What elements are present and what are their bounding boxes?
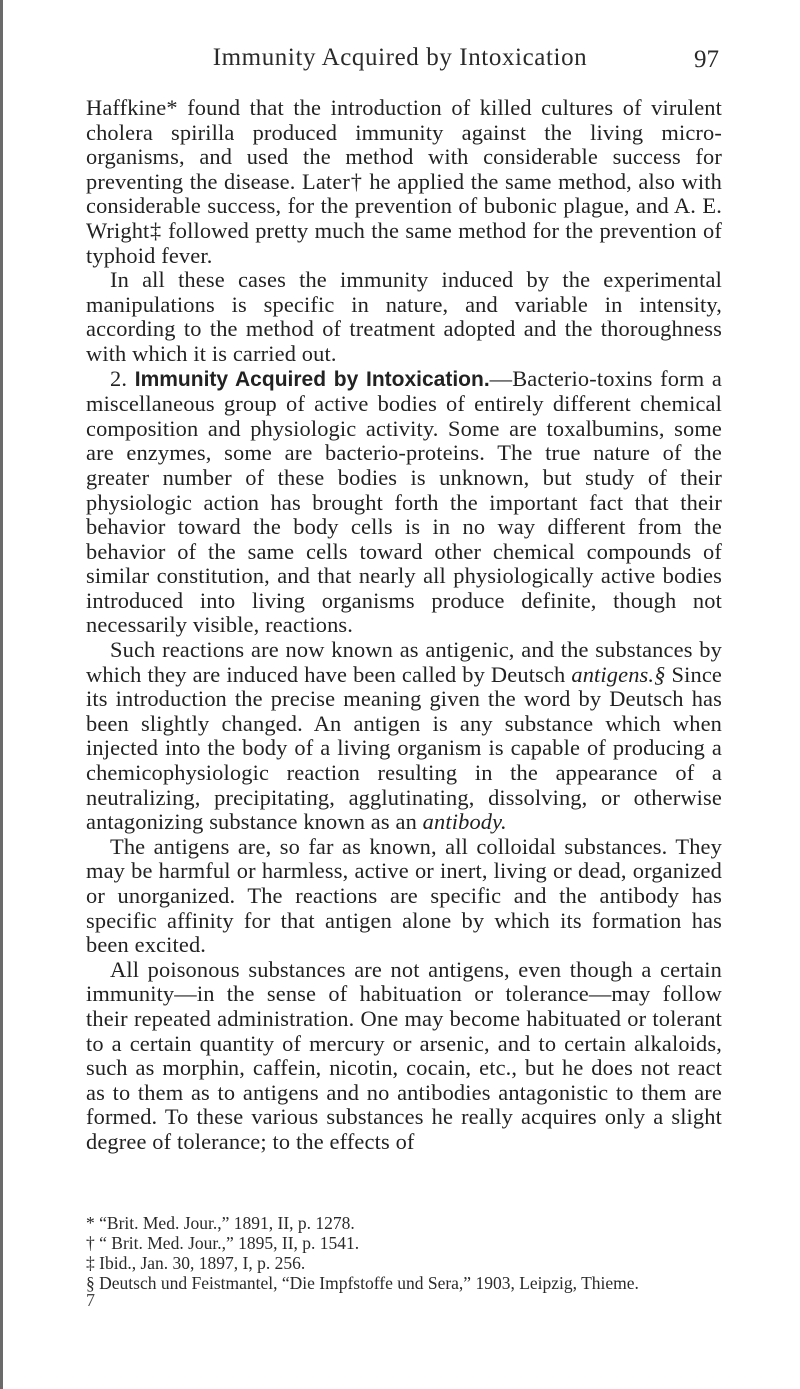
term-antigens: antigens.§ (571, 661, 666, 687)
footnote: † “ Brit. Med. Jour.,” 1895, II, p. 1541. (86, 1233, 360, 1253)
page-edge (0, 0, 3, 1389)
term-antibody: antibody. (422, 809, 507, 835)
footnote: § Deutsch und Feistmantel, “Die Impfstoffe und Sera,” 1903, Leipzig, Thieme. (86, 1273, 639, 1293)
paragraph-text: —Bacterio-toxins form a miscellaneous group of active bodies of entirely different chemical composition and physiologic activity. Some are toxalbumins, some are enzymes, some are bacterio-proteins. The true nature of the greater number of these bodies is unknown, but study of their physiologic action has brought forth the important fact that their behavior toward the body cells is in no way different from the behavior of the same cells toward other chemical compounds of similar constitution, and that nearly all physiologically active bodies introduced into living organisms produce definite, though not necessarily visible, reactions. (86, 365, 722, 638)
signature-mark: 7 (86, 1290, 95, 1310)
running-head: Immunity Acquired by Intoxication (212, 44, 588, 71)
paragraph-text: Such reactions are now known as antigenic, and the substances by which they are induced have been called by Deutsch (86, 637, 722, 687)
paragraph-text: Since its introduction the precise meaning given the word by Deutsch has been slightly changed. An antigen is any substance which when injected into the body of a living organism is capable of producing a chemicophysiologic reaction resulting in the appearance of a neutralizing, precipitating, agglutinating, dissolving, or otherwise antagonizing substance known as an (86, 661, 722, 835)
section-heading: Immunity Acquired by Intoxication. (134, 367, 490, 391)
page-number: 97 (694, 46, 719, 73)
section-number: 2. (110, 365, 128, 391)
body-text (86, 96, 722, 1155)
footnote: ‡ Ibid., Jan. 30, 1897, I, p. 256. (86, 1253, 306, 1273)
paragraph (86, 638, 722, 835)
paragraph: All poisonous substances are not antigens, even though a certain immunity—in the sense of habituation or tolerance—may follow their repeated administration. One may become habituated or tolerant to a certain quantity of mercury or arsenic, and to certain alkaloids, such as morphin, caffein, nicotin, cocain, etc., but he does not react as to them as to antigens and no antibodies antagonistic to them are formed. To these various substances he really acquires only a slight degree of tolerance; to the effects of (86, 956, 722, 1154)
paragraph: Haffkine* found that the introduction of killed cultures of virulent cholera spirilla produced immunity against the living micro-organisms, and used the method with considerable success for preventing the disease. Later† he applied the same method, also with considerable success, for the prevention of bubonic plague, and A. E. Wright‡ followed pretty much the same method for the prevention of typhoid fever. (86, 95, 722, 268)
page-header (0, 44, 800, 84)
footnotes (86, 1213, 786, 1293)
footnote: * “Brit. Med. Jour.,” 1891, II, p. 1278. (86, 1213, 355, 1233)
paragraph-section-2 (86, 367, 722, 639)
paragraph: The antigens are, so far as known, all colloidal substances. They may be harmful or harmless, active or inert, living or dead, organized or unorganized. The reactions are specific and the antibody has specific affinity for that antigen alone by which its formation has been excited. (86, 833, 722, 958)
paragraph: In all these cases the immunity induced by the experimental manipulations is specific in nature, and variable in intensity, according to the method of treatment adopted and the thoroughness with which it is carried out. (86, 267, 722, 366)
